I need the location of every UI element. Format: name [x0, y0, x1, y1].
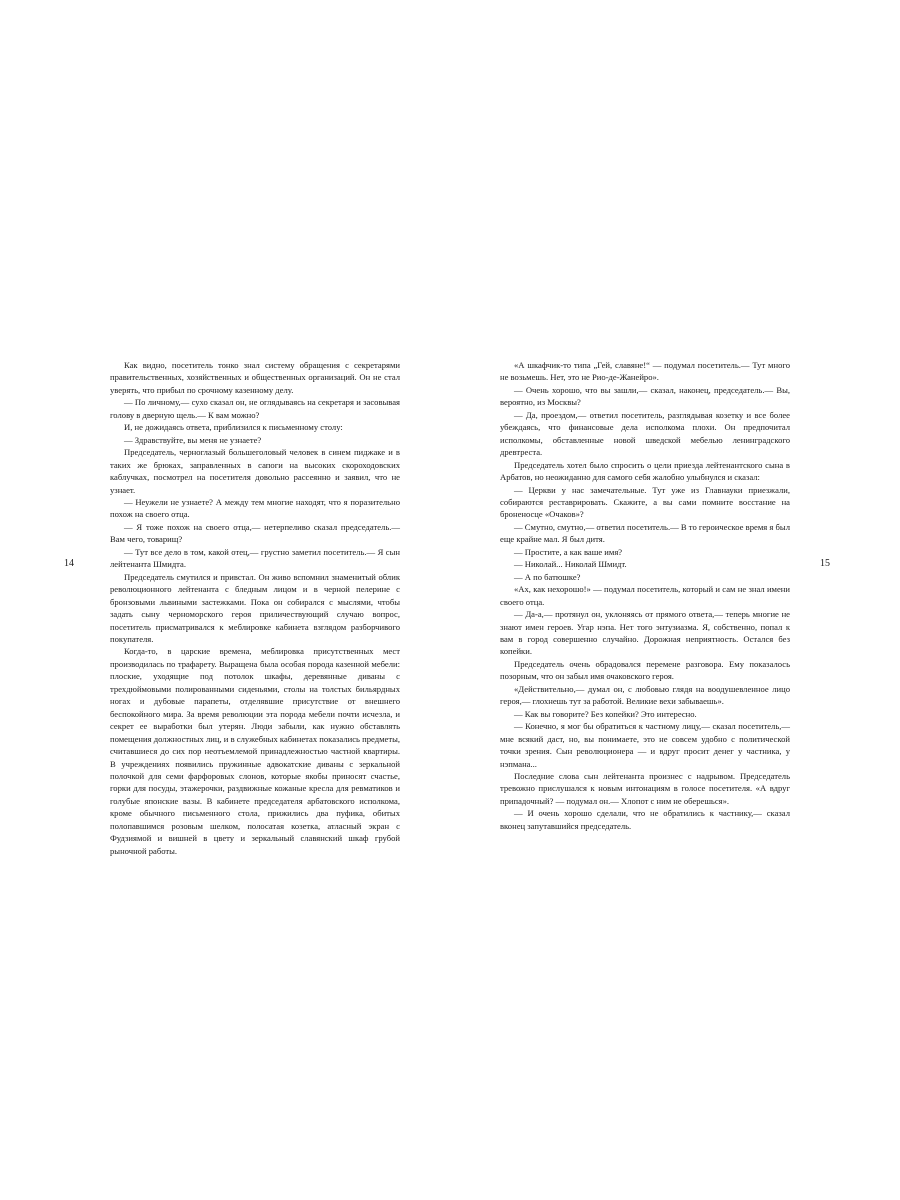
paragraph: — Церкви у нас замечательные. Тут уже из Главнауки приезжали, собираются реставрировать. Скажите, а вы сами помните восстание на броненосце «Очаков»? — [500, 484, 790, 520]
paragraph: — Я тоже похож на своего отца,— нетерпеливо сказал председатель.— Вам чего, товарищ? — [110, 521, 400, 545]
paragraph: «А шкафчик-то типа „Гей, славяне!“ — подумал посетитель.— Тут много не возьмешь. Нет, это не Рио-де-Жанейро». — [500, 360, 790, 383]
right-page-text — [500, 359, 790, 832]
paragraph: — Здравствуйте, вы меня не узнаете? — [124, 434, 262, 445]
paragraph: — А по батюшке? — [514, 571, 581, 582]
paragraph: — Конечно, я мог бы обратиться к частному лицу,— сказал посетитель,— мне всякий даст, но, вы понимаете, это не совсем удобно с политической точки зрения. Сын революционера — и вдруг просит денег у частника, у нэпмана... — [500, 721, 790, 769]
paragraph: «Ах, как нехорошо!» — подумал посетитель, который и сам не знал имени своего отца. — [500, 584, 790, 607]
paragraph: — Неужели не узнаете? А между тем многие находят, что я поразительно похож на своего отца. — [110, 496, 400, 520]
paragraph: Председатель хотел было спросить о цели приезда лейтенантского сына в Арбатов, но неожиданно для самого себя жалобно улыбнулся и сказал: — [500, 459, 790, 483]
paragraph: Председатель очень обрадовался перемене разговора. Ему показалось позорным, что он забыл имя очаковского героя. — [500, 658, 790, 682]
page-number-right: 15 — [820, 558, 830, 569]
paragraph: Председатель, черноглазый большеголовый человек в синем пиджаке и в таких же брюках, заправленных в сапоги на высоких скороходовских каблучках, посмотрел на посетителя довольно рассеянно и заявил, что не узнает. — [110, 447, 400, 495]
paragraph: — Да-а,— протянул он, уклоняясь от прямого ответа,— теперь многие не знают имен героев. Угар нэпа. Нет того энтузиазма. Я, собственно, попал к вам в город совершенно случайно. Дорожная неприятность. Остался без копейки. — [500, 609, 790, 657]
paragraph: — Тут все дело в том, какой отец,— грустно заметил посетитель.— Я сын лейтенанта Шмидта. — [110, 546, 400, 570]
paragraph: — Очень хорошо, что вы зашли,— сказал, наконец, председатель.— Вы, вероятно, из Москвы? — [500, 384, 790, 408]
paragraph: И, не дожидаясь ответа, приблизился к письменному столу: — [124, 422, 343, 433]
paragraph: Председатель смутился и привстал. Он живо вспомнил знаменитый облик революционного лейтенанта с бледным лицом и в черной пелерине с бронзовыми львиными застежками. Пока он собирался с мыслями, чтобы задать сыну черноморского героя приличествующий случаю вопрос, посетитель присматривался к меблировке кабинета взглядом разборчивого покупателя. — [110, 571, 400, 644]
left-page-text — [110, 359, 400, 857]
paragraph: — И очень хорошо сделали, что не обратились к частнику,— сказал вконец запутавшийся председатель. — [500, 808, 790, 831]
paragraph: Как видно, посетитель тонко знал систему обращения с секретарями правительственных, хозяйственных и общественных организаций. Он не стал уверять, что прибыл по срочному казенному делу. — [110, 360, 400, 395]
page-number-left: 14 — [64, 558, 74, 569]
paragraph: «Действительно,— думал он, с любовью глядя на воодушевленное лицо героя,— глохнешь тут за работой. Великие вехи забываешь». — [500, 683, 790, 707]
paragraph: — Как вы говорите? Без копейки? Это интересно. — [514, 708, 697, 719]
paragraph: — Смутно, смутно,— ответил посетитель.— В то героическое время я был еще крайне мал. Я был дитя. — [500, 521, 790, 545]
paragraph: — По личному,— сухо сказал он, не оглядываясь на секретаря и засовывая голову в дверную щель.— К вам можно? — [110, 397, 400, 420]
paragraph: — Николай... Николай Шмидт. — [514, 559, 627, 570]
paragraph: Когда-то, в царские времена, меблировка присутственных мест производилась по трафарету. Выращена была особая порода казенной мебели: плоские, уходящие под потолок шкафы, деревянные диваны с трехдюймовыми полированными сиденьями, столы на толстых бильярдных ногах и дубовые парапеты, отделявшие присутствие от внешнего беспокойного мира. За время революции эта порода мебели почти исчезла, и секрет ее выработки был утерян. Люди забыли, как нужно обставлять помещения должностных лиц, и в служебных кабинетах показались предметы, считавшиеся до сих пор неотъемлемой принадлежностью частной квартиры. В учреждениях появились пружинные адвокатские диваны с зеркальной полочкой для семи фарфоровых слонов, которые якобы приносят счастье, горки для посуды, этажерочки, раздвижные кожаные кресла для ревматиков и голубые японские вазы. В кабинете председателя арбатовского исполкома, кроме обычного письменного стола, прижились два пуфика, обитых полопавшимся розовым шелком, полосатая козетка, атласный экран с Фудзиямой и вишней в цвету и зеркальный славянский шкаф грубой рыночной работы. — [110, 646, 400, 856]
paragraph: Последние слова сын лейтенанта произнес с надрывом. Председатель тревожно прислушался к новым интонациям в голосе посетителя. «А вдруг припадочный? — подумал он.— Хлопот с ним не оберешься». — [500, 770, 790, 806]
paragraph: — Да, проездом,— ответил посетитель, разглядывая козетку и все более убеждаясь, что финансовые дела исполкома плохи. Он предпочитал исполкомы, обставленные новой шведской мебелью ленинградского древтреста. — [500, 409, 790, 458]
paragraph: — Простите, а как ваше имя? — [514, 546, 623, 557]
